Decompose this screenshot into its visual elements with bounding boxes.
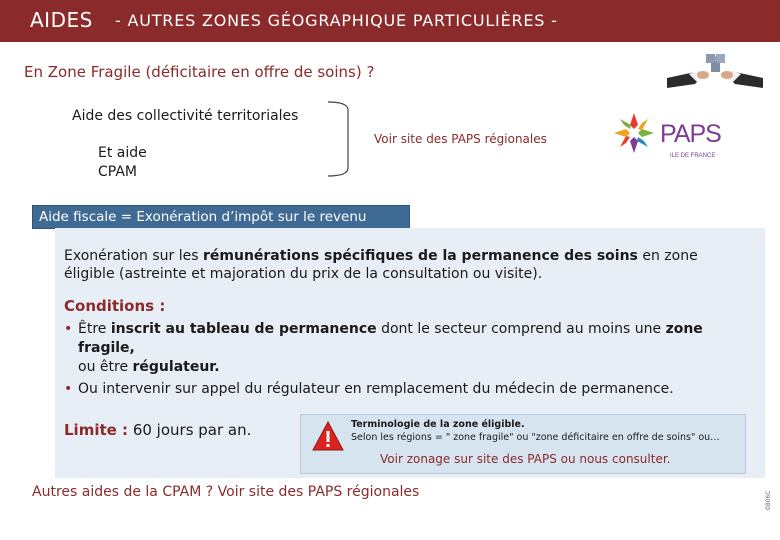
handshake-puzzle-image — [665, 48, 765, 92]
section-label: AIDES — [30, 8, 93, 32]
exo-text-pre: Exonération sur les — [64, 248, 203, 264]
warning-icon — [311, 420, 345, 452]
warning-title: Terminologie de la zone éligible. — [351, 419, 525, 430]
aide-fiscale-tab: Aide fiscale = Exonération d’impôt sur le revenu — [32, 205, 410, 229]
condition-item: • Ou intervenir sur appel du régulateur en remplacement du médecin de permanence. — [64, 381, 674, 397]
condition-item: • Être inscrit au tableau de permanence dont le secteur comprend au moins une zone fragile, ou être régulateur. — [64, 321, 703, 375]
paps-logo-subtitle: ILE DE FRANCE — [670, 153, 716, 159]
conditions-list — [64, 320, 754, 399]
paps-logo — [610, 106, 725, 164]
side-reference-tag: 0806C — [765, 490, 772, 510]
collectivites-text: Aide des collectivité territoriales — [72, 108, 299, 124]
page-title: - AUTRES ZONES GÉOGRAPHIQUE PARTICULIÈRES - — [115, 11, 558, 30]
et-aide-cpam-text — [98, 144, 147, 182]
voir-paps-link[interactable]: Voir site des PAPS régionales — [374, 132, 547, 146]
zone-fragile-question: En Zone Fragile (déficitaire en offre de soins) ? — [24, 63, 375, 81]
exo-text-bold: rémunérations spécifiques de la permanence des soins — [202, 248, 638, 264]
bullet-dot: • — [64, 381, 73, 397]
cpam-line: CPAM — [98, 164, 137, 180]
autres-aides-link[interactable]: Autres aides de la CPAM ? Voir site des PAPS régionales — [32, 484, 420, 500]
limite-text — [64, 421, 251, 439]
limite-label: Limite : — [64, 421, 129, 439]
warning-body: Selon les régions = " zone fragile" ou "zone déficitaire en offre de soins" ou… — [351, 432, 720, 443]
header-banner — [0, 0, 780, 42]
conditions-title: Conditions : — [64, 297, 166, 315]
exoneration-text — [64, 247, 744, 283]
limite-value: 60 jours par an. — [132, 421, 252, 439]
paps-logo-name: PAPS — [660, 120, 721, 148]
bullet-dot: • — [64, 321, 73, 337]
et-aide-line: Et aide — [98, 145, 147, 161]
exo-text-post: en zone éligible (astreinte et majoration du prix de la consultation ou visite). — [64, 248, 698, 282]
bracket-icon — [326, 100, 354, 178]
voir-zonage-link[interactable]: Voir zonage sur site des PAPS ou nous consulter. — [380, 452, 671, 466]
